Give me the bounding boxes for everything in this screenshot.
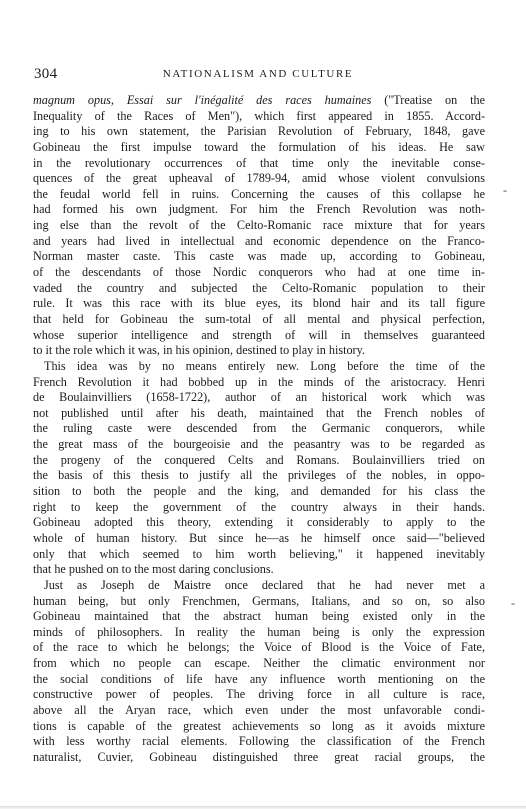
text-line: of the race to which he belongs; the Voice of Blood is the Voice of Fate,	[33, 640, 485, 655]
text-line: and years had lived in intellectual and economic dependence on the Franco-	[33, 233, 485, 248]
text-line: French Revolution it had bobbed up in the minds of the aristocracy. Henri	[33, 374, 485, 389]
text-line: right to keep the government of the country always in their hands.	[33, 499, 485, 514]
text-line: the basis of this thesis to justify all the privileges of the nobles, in oppo-	[33, 468, 485, 483]
text-line: the ruling caste were descended from the Germanic conquerors, while	[33, 421, 485, 436]
text-line: Gobineau maintained that the abstract human being existed only in the	[33, 609, 485, 624]
running-head: NATIONALISM AND CULTURE	[162, 68, 354, 80]
text-line: magnum opus, Essai sur l'inégalité des races humaines ("Treatise on the	[33, 93, 485, 107]
text-line: the social conditions of life have any influence worth mentioning on the	[33, 671, 485, 686]
italic-title: magnum opus, Essai sur l'inégalité des races humaines	[33, 93, 372, 107]
text-line: to it the role which it was, in his opinion, destined to play in history.	[33, 343, 365, 358]
text-line: Gobineau the first impulse toward the formulation of his ideas. He saw	[33, 139, 485, 154]
text-line: whose superior intelligence and strength of will in themselves guaranteed	[33, 327, 485, 342]
text-line: constructive power of peoples. The driving force in all culture is race,	[33, 687, 485, 702]
text-line: sition to both the people and the king, and demanded for his class the	[33, 484, 485, 499]
text-line: quences of the great upheaval of 1789-94, amid whose violent convulsions	[33, 171, 485, 186]
text-line: Gobineau adopted this theory, extending it considerably to apply to the	[33, 515, 485, 530]
text-line: the feudal world fell in ruins. Concerning the causes of this collapse he	[33, 186, 485, 201]
text-line: naturalist, Cuvier, Gobineau distinguished three great racial groups, the	[33, 749, 485, 764]
text-line: only that which seemed to him worth believing," it happened inevitably	[33, 546, 485, 561]
margin-mark: -	[503, 183, 507, 197]
text-line: vaded the country and subjected the Celto-Romanic population to their	[33, 280, 485, 295]
text-line: Just as Joseph de Maistre once declared that he had never met a	[44, 577, 485, 592]
text-line: above all the Aryan race, which even under the most unfavorable condi-	[33, 702, 485, 717]
text-line: whole of human history. But since he—as he himself once said—"believed	[33, 530, 485, 545]
text-line: Inequality of the Races of Men"), which first appeared in 1855. Accord-	[33, 108, 485, 123]
text-line: from which no people can escape. Neither the climatic environment nor	[33, 656, 485, 671]
margin-mark: -	[511, 596, 515, 610]
text-line: rule. It was this race with its blue eyes, its blond hair and its tall figure	[33, 296, 485, 311]
text-line: that held for Gobineau the sum-total of all mental and physical perfection,	[33, 311, 485, 326]
text-line: human being, but only Frenchmen, Germans, Italians, and so on, so also	[33, 593, 485, 608]
text-line: that he pushed on to the most daring conclusions.	[33, 562, 274, 577]
page-number: 304	[34, 66, 58, 82]
body-text	[33, 93, 485, 766]
text-line: tions is capable of the greatest achievements so long as it avoids mixture	[33, 718, 485, 733]
text-line: ing to his own statement, the Parisian Revolution of February, 1848, gave	[33, 124, 485, 139]
text-line: the progeny of the conquered Celts and Romans. Boulainvilliers tried on	[33, 452, 485, 467]
text-line: with less worthy racial elements. Following the classification of the French	[33, 734, 485, 749]
text-line: This idea was by no means entirely new. Long before the time of the	[44, 358, 485, 373]
text-line: in the revolutionary occurrences of that time only the inevitable conse-	[33, 155, 485, 170]
text-line: the great mass of the bourgeoisie and the peasantry was to be regarded as	[33, 437, 485, 452]
text-line: Norman master caste. This caste was made up, according to Gobineau,	[33, 249, 485, 264]
page-header	[34, 66, 482, 86]
text-line: not published until after his death, maintained that the French nobles of	[33, 405, 485, 420]
text-line: ing else than the revolt of the Celto-Romanic race mixture that for years	[33, 218, 485, 233]
text-line: of the descendants of those Nordic conquerors who had at one time in-	[33, 265, 485, 280]
text-line: de Boulainvilliers (1658-1722), author of an historical work which was	[33, 390, 485, 405]
text-line: minds of philosophers. In reality the human being is only the expression	[33, 624, 485, 639]
text-line: had formed his own judgment. For him the French Revolution was noth-	[33, 202, 485, 217]
